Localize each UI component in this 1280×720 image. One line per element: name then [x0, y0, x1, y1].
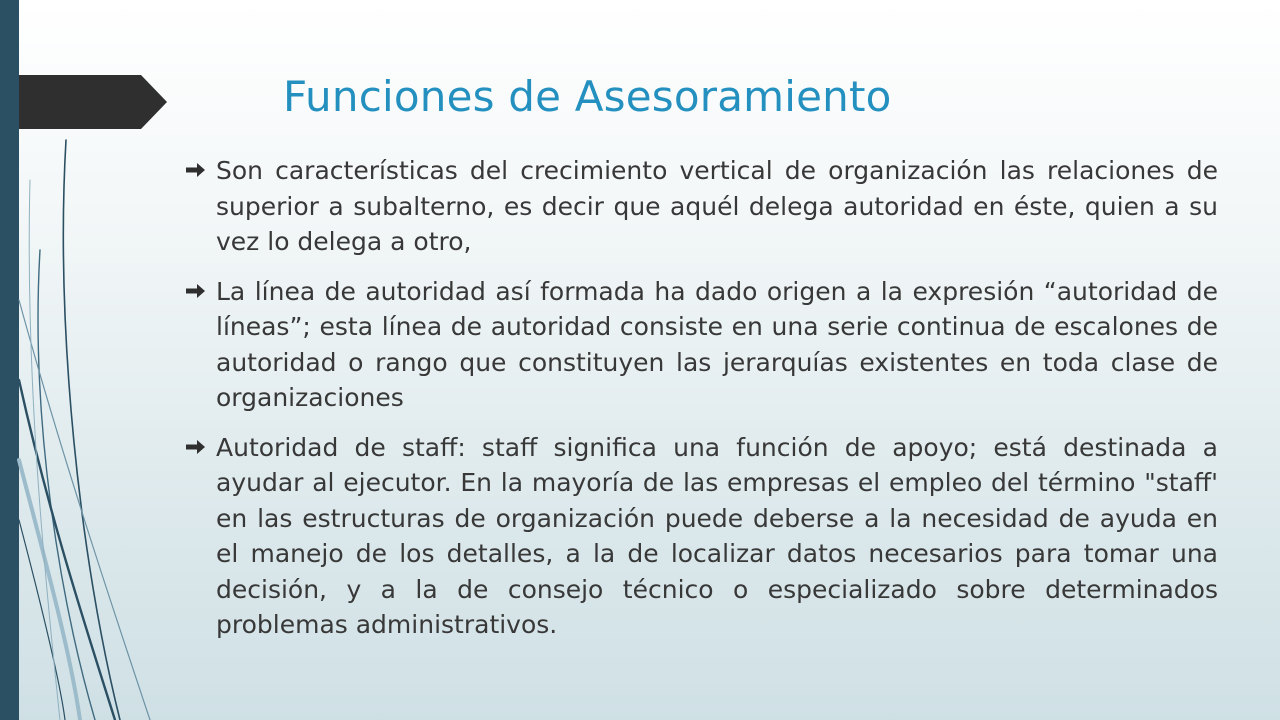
bullet-text: Autoridad de staff: staff significa una función de apoyo; está destinada a ayudar al ejecutor. En la mayoría de las empresas el empleo del término "staff' en las estructuras de organización puede deberse a la necesidad de ayuda en el manejo de los detalles, a la de localizar datos necesarios para tomar una decisión, y a la de consejo técnico o especializado sobre determinados problemas administrativos. — [216, 432, 1218, 639]
bullet-list — [186, 153, 1218, 657]
bullet-text: La línea de autoridad así formada ha dado origen a la expresión “autoridad de líneas”; esta línea de autoridad consiste en una serie continua de escalones de autoridad o rango que constituyen las jerarquías existentes en toda clase de organizaciones — [216, 276, 1218, 412]
title-tab-shape — [19, 75, 167, 129]
bullet-item — [186, 430, 1218, 643]
arrow-right-icon — [186, 283, 206, 299]
bullet-item — [186, 274, 1218, 416]
arrow-right-icon — [186, 439, 206, 455]
slide-title: Funciones de Asesoramiento — [283, 72, 892, 121]
bullet-text: Son características del crecimiento vertical de organización las relaciones de superior a subalterno, es decir que aquél delega autoridad en éste, quien a su vez lo delega a otro, — [216, 156, 1218, 256]
bullet-item — [186, 153, 1218, 260]
arrow-right-icon — [186, 162, 206, 178]
